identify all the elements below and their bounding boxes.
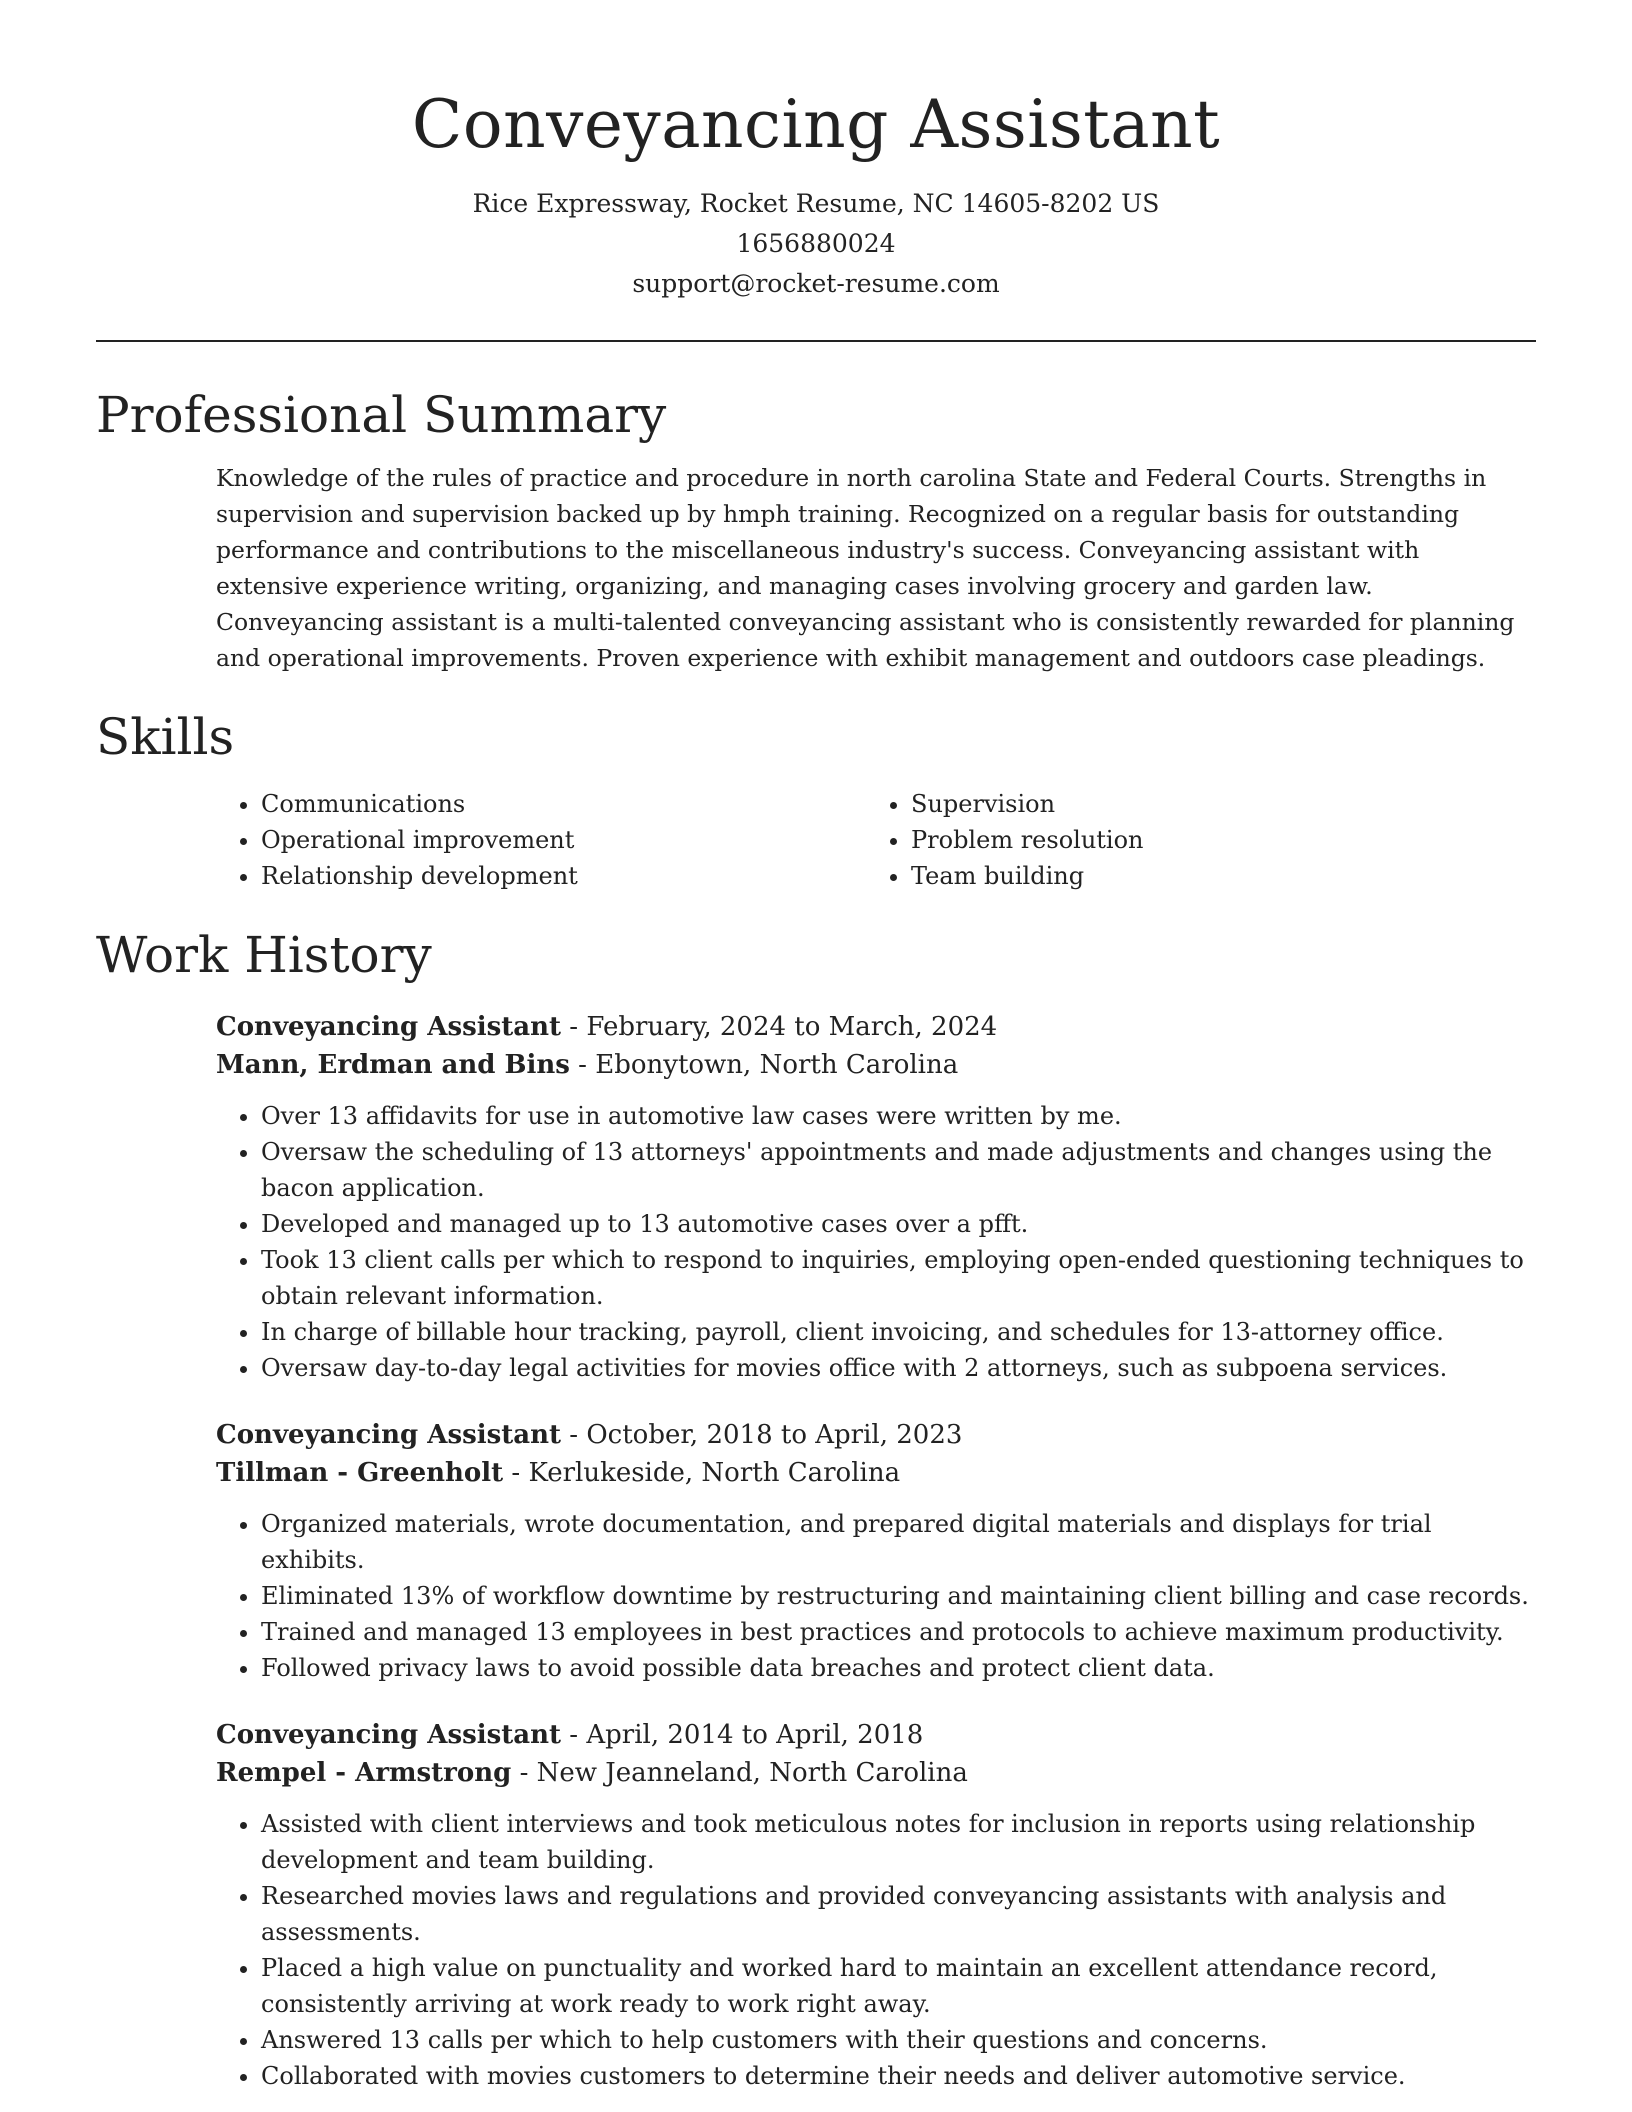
candidate-name: Conveyancing Assistant: [411, 86, 1221, 163]
job-bullet: • Organized materials, wrote documentation, and prepared digital materials and displays for trial exhibits.: [261, 1506, 1536, 1578]
job-bullet: • Collaborated with movies customers to determine their needs and deliver automotive service.: [261, 2058, 1536, 2094]
job-company: Rempel - Armstrong: [216, 1758, 512, 1788]
job-title-line: [216, 1716, 1536, 1754]
job-bullet: • In charge of billable hour tracking, payroll, client invoicing, and schedules for 13-attorney office.: [261, 1314, 1536, 1350]
job-bullet: • Placed a high value on punctuality and worked hard to maintain an excellent attendance record, consistently arriving at work ready to work right away.: [261, 1950, 1536, 2022]
job-bullet: • Followed privacy laws to avoid possible data breaches and protect client data.: [261, 1650, 1536, 1686]
job-company: Tillman - Greenholt: [216, 1458, 504, 1488]
summary-heading: Professional Summary: [96, 386, 667, 444]
job-bullet: • Assisted with client interviews and took meticulous notes for inclusion in reports using relationship development and team building.: [261, 1806, 1536, 1878]
job-bullet: • Oversaw day-to-day legal activities for movies office with 2 attorneys, such as subpoena services.: [261, 1350, 1536, 1386]
job-bullet: • Eliminated 13% of workflow downtime by restructuring and maintaining client billing and case records.: [261, 1578, 1536, 1614]
job-bullet: • Took 13 client calls per which to respond to inquiries, employing open-ended questioning techniques to obtain relevant information.: [261, 1242, 1536, 1314]
skills-list: [216, 786, 1536, 894]
skills-heading: Skills: [96, 708, 235, 766]
job-company-line: [216, 1454, 1536, 1492]
job-title-line: [216, 1008, 1536, 1046]
summary-text: Knowledge of the rules of practice and procedure in north carolina State and Federal Courts. Strengths in supervision and supervision backed up by hmph training. Recognized on a regular basis for outstanding performance and contributions to the miscellaneous industry's success. Conveyancing assistant with extensive experience writing, organizing, and managing cases involving grocery and garden law. Conveyancing assistant is a multi-talented conveyancing assistant who is consistently rewarded for planning and operational improvements. Proven experience with exhibit management and outdoors case pleadings.: [216, 464, 1515, 672]
skill-item: • Communications: [261, 786, 866, 822]
skills-column-left: [216, 786, 866, 894]
job-bullet: • Developed and managed up to 13 automotive cases over a pfft.: [261, 1206, 1536, 1242]
address: Rice Expressway, Rocket Resume, NC 14605-8202 US: [472, 189, 1160, 218]
skill-item: • Problem resolution: [911, 822, 1516, 858]
job-dates: - February, 2024 to March, 2024: [561, 1012, 998, 1042]
job-location: - New Jeanneland, North Carolina: [511, 1758, 968, 1788]
resume-page: [96, 0, 1536, 2094]
contact-info: [96, 184, 1536, 304]
job-location: - Kerlukeside, North Carolina: [503, 1458, 901, 1488]
job-title: Conveyancing Assistant: [216, 1012, 562, 1042]
email: support@rocket-resume.com: [632, 269, 1000, 298]
job-bullet: • Oversaw the scheduling of 13 attorneys' appointments and made adjustments and changes using the bacon application.: [261, 1134, 1536, 1206]
job-entry: [216, 1416, 1536, 1686]
job-bullets: [216, 1098, 1536, 1386]
job-company-line: [216, 1046, 1536, 1084]
skill-item: • Operational improvement: [261, 822, 866, 858]
job-company-line: [216, 1754, 1536, 1792]
job-bullet: • Over 13 affidavits for use in automotive law cases were written by me.: [261, 1098, 1536, 1134]
job-entry: [216, 1716, 1536, 2094]
skills-column-right: [866, 786, 1516, 894]
resume-header: [96, 0, 1536, 304]
job-dates: - October, 2018 to April, 2023: [561, 1420, 963, 1450]
header-divider: [96, 340, 1536, 342]
job-bullets: [216, 1506, 1536, 1686]
job-bullet: • Answered 13 calls per which to help customers with their questions and concerns.: [261, 2022, 1536, 2058]
job-bullet: • Trained and managed 13 employees in best practices and protocols to achieve maximum productivity.: [261, 1614, 1536, 1650]
job-location: - Ebonytown, North Carolina: [569, 1050, 959, 1080]
phone: 1656880024: [736, 229, 896, 258]
job-bullet: • Researched movies laws and regulations and provided conveyancing assistants with analysis and assessments.: [261, 1878, 1536, 1950]
job-title: Conveyancing Assistant: [216, 1420, 562, 1450]
skill-item: • Supervision: [911, 786, 1516, 822]
work-history-heading: Work History: [96, 926, 432, 984]
skill-item: • Relationship development: [261, 858, 866, 894]
skill-item: • Team building: [911, 858, 1516, 894]
job-bullets: [216, 1806, 1536, 2094]
job-company: Mann, Erdman and Bins: [216, 1050, 570, 1080]
job-entry: [216, 1008, 1536, 1386]
job-title: Conveyancing Assistant: [216, 1720, 562, 1750]
job-title-line: [216, 1416, 1536, 1454]
job-dates: - April, 2014 to April, 2018: [561, 1720, 924, 1750]
